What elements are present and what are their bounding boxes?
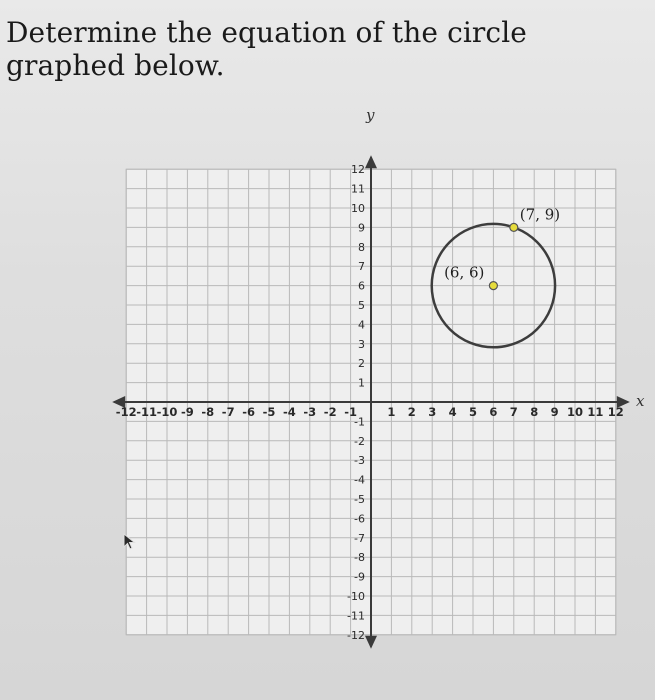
x-tick-label: -2 xyxy=(323,405,337,419)
y-tick-label: -3 xyxy=(354,454,365,468)
y-tick-label: 7 xyxy=(358,260,365,274)
y-tick-label: 5 xyxy=(358,299,365,312)
x-tick-label: -10 xyxy=(156,405,178,419)
y-tick-label: -4 xyxy=(354,473,365,487)
y-tick-label: -6 xyxy=(354,512,365,526)
y-tick-label: 6 xyxy=(358,279,365,293)
x-tick-label: 4 xyxy=(448,405,457,419)
y-tick-label: -10 xyxy=(347,590,365,603)
x-tick-label: -3 xyxy=(303,405,317,419)
x-axis-label: x xyxy=(636,392,645,410)
y-tick-label: -9 xyxy=(354,570,365,584)
x-tick-label: 3 xyxy=(428,405,437,419)
x-tick-label: 5 xyxy=(468,405,478,419)
mouse-pointer-icon xyxy=(122,532,138,552)
x-tick-label: -8 xyxy=(201,405,215,419)
y-tick-label: -8 xyxy=(354,551,365,565)
x-tick-label: -4 xyxy=(283,405,296,419)
y-tick-label: -11 xyxy=(347,609,365,623)
point-marker xyxy=(489,282,497,290)
point-label: (6, 6) xyxy=(444,263,485,282)
x-tick-label: 7 xyxy=(509,405,518,419)
x-tick-label: -7 xyxy=(221,405,235,419)
y-tick-label: 10 xyxy=(351,202,365,215)
y-tick-label: -5 xyxy=(354,493,365,506)
x-tick-label: -6 xyxy=(242,405,255,419)
y-tick-label: 1 xyxy=(358,376,365,390)
x-tick-label: 8 xyxy=(530,405,539,419)
y-tick-label: 8 xyxy=(358,240,365,254)
x-tick-label: 10 xyxy=(566,405,584,419)
x-tick-label: 1 xyxy=(387,405,396,419)
y-tick-label: 2 xyxy=(358,357,365,371)
y-tick-label: -12 xyxy=(347,628,365,642)
x-tick-label: 11 xyxy=(587,405,604,419)
x-tick-label: -9 xyxy=(181,405,194,419)
x-tick-label: 9 xyxy=(550,405,559,419)
y-tick-label: -7 xyxy=(354,531,365,545)
question-text: Determine the equation of the circle graphed below. xyxy=(6,16,527,82)
y-axis-label: y xyxy=(366,106,375,124)
x-tick-label: -12 xyxy=(115,405,137,419)
y-tick-label: 4 xyxy=(358,318,365,332)
x-tick-label: 6 xyxy=(489,405,498,419)
y-tick-label: 3 xyxy=(358,337,365,351)
y-axis-arrow-up-icon xyxy=(365,155,377,168)
y-tick-label: -2 xyxy=(354,434,365,448)
x-tick-label: 2 xyxy=(407,405,416,419)
point-marker xyxy=(510,223,518,231)
x-tick-label: -11 xyxy=(136,405,157,419)
x-tick-label: -1 xyxy=(344,405,357,419)
x-tick-label: 12 xyxy=(607,405,624,419)
x-tick-label: -5 xyxy=(262,405,276,419)
y-tick-label: 12 xyxy=(351,163,365,177)
point-label: (7, 9) xyxy=(519,205,561,224)
y-tick-label: -1 xyxy=(354,415,365,429)
y-tick-label: 11 xyxy=(351,182,365,196)
y-axis-arrow-down-icon xyxy=(365,636,377,649)
y-tick-label: 9 xyxy=(358,221,365,235)
